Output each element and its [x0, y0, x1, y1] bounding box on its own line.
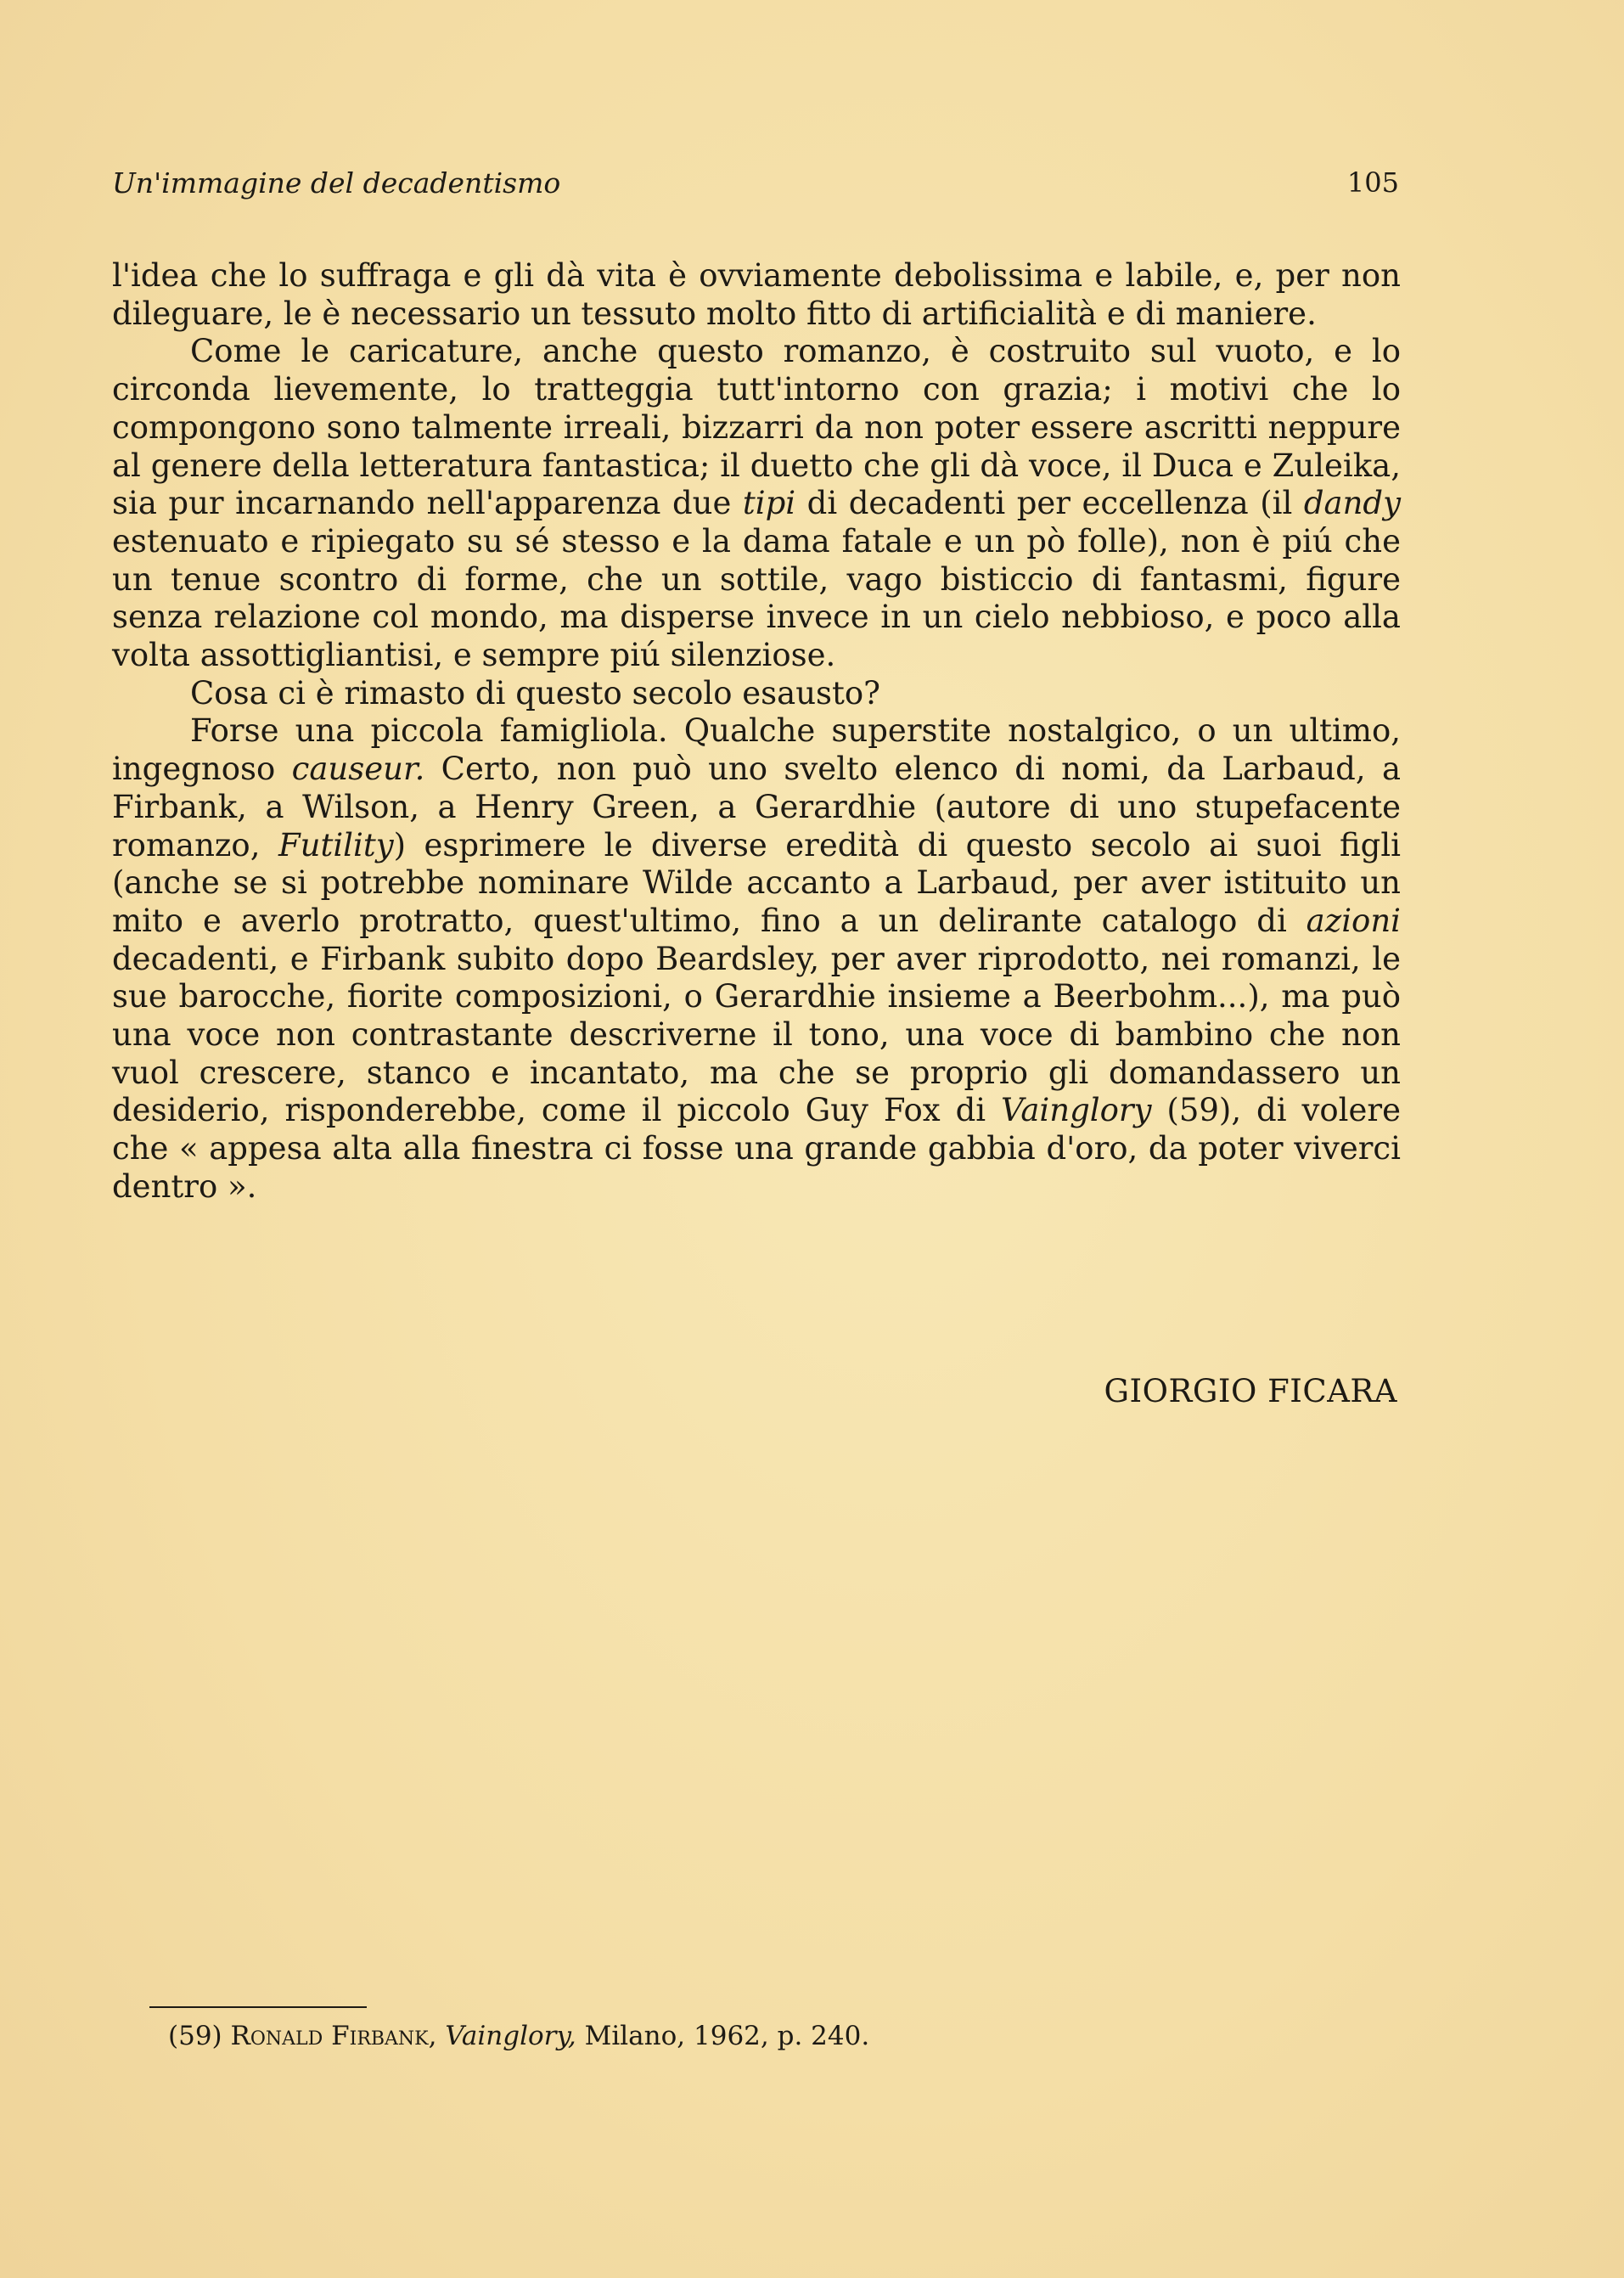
paragraph-2-text-c: estenuato e ripiegato su sé stesso e la dama fatale e un pò folle), non è piú che un tenue scontro di forme, che un sottile, vago bisticcio di fantasmi, figure senza relazione col mondo, ma disperse invece in un cielo nebbioso, e poco alla volta assottigliantisi, e sempre piú silenziose. [112, 522, 1401, 674]
paragraph-2 [112, 333, 1401, 674]
paragraph-2-text-b: di decadenti per eccellenza (il [795, 485, 1304, 522]
body-text [112, 257, 1401, 1206]
paragraph-4-text-d: decadenti, e Firbank subito dopo Beardsley, per aver riprodotto, nei romanzi, le sue barocche, fiorite composizioni, o Gerardhie insieme a Beerbohm...), ma può una voce non contrastante descriverne il tono, una voce di bambino che non vuol crescere, stanco e incantato, ma che se proprio gli domandassero un desiderio, risponderebbe, come il piccolo Guy Fox di [112, 940, 1401, 1129]
book-page [112, 0, 1402, 2278]
running-head [112, 166, 1402, 204]
paragraph-4 [112, 712, 1401, 1206]
italic-tipi: tipi [742, 485, 796, 522]
running-title: Un'immagine del decadentismo [112, 166, 561, 200]
paragraph-4-text-e: (59), di volere che « appesa alta alla finestra ci fosse una grande gabbia d'oro, da poter viverci dentro ». [112, 1092, 1401, 1205]
italic-vainglory: Vainglory [1001, 1092, 1152, 1129]
paragraph-4-text-b: Certo, non può uno svelto elenco di nomi, da Larbaud, a Firbank, a Wilson, a Henry Green, a Gerardhie (autore di uno stupefacente romanzo, [112, 751, 1401, 863]
italic-dandy: dandy [1303, 485, 1401, 522]
author-signature: GIORGIO FICARA [1104, 1373, 1397, 1409]
footnote-59 [168, 2021, 869, 2051]
paragraph-4-text-a: Forse una piccola famigliola. Qualche superstite nostalgico, o un ultimo, ingegnoso [112, 712, 1401, 788]
paragraph-2-text-a: Come le caricature, anche questo romanzo, è costruito sul vuoto, e lo circonda lievemente, lo tratteggia tutt'intorno con grazia; i motivi che lo compongono sono talmente irreali, bizzarri da non poter essere ascritti neppure al genere della letteratura fantastica; il duetto che gli dà voce, il Duca e Zuleika, sia pur incarnando nell'apparenza due [112, 333, 1401, 522]
footnote-author: Ronald Firbank, [230, 2021, 437, 2051]
italic-causeur: causeur. [291, 751, 425, 788]
page-number: 105 [1346, 166, 1399, 199]
footnote-details: Milano, 1962, p. 240. [584, 2021, 870, 2051]
paragraph-3: Cosa ci è rimasto di questo secolo esausto? [190, 674, 881, 712]
paragraph-1: l'idea che lo suffraga e gli dà vita è ovviamente debolissima e labile, e, per non dileguare, le è necessario un tessuto molto fitto di artificialità e di maniere. [112, 257, 1401, 332]
footnote-number: (59) [168, 2021, 222, 2051]
footnote-title: Vainglory, [445, 2021, 576, 2051]
footnote-divider [149, 2006, 367, 2008]
italic-futility: Futility [278, 826, 394, 863]
paragraph-4-text-c: ) esprimere le diverse eredità di questo secolo ai suoi figli (anche se si potrebbe nominare Wilde accanto a Larbaud, per aver istituito un mito e averlo protratto, quest'ultimo, fino a un delirante catalogo di [112, 826, 1401, 939]
italic-azioni: azioni [1306, 902, 1401, 939]
